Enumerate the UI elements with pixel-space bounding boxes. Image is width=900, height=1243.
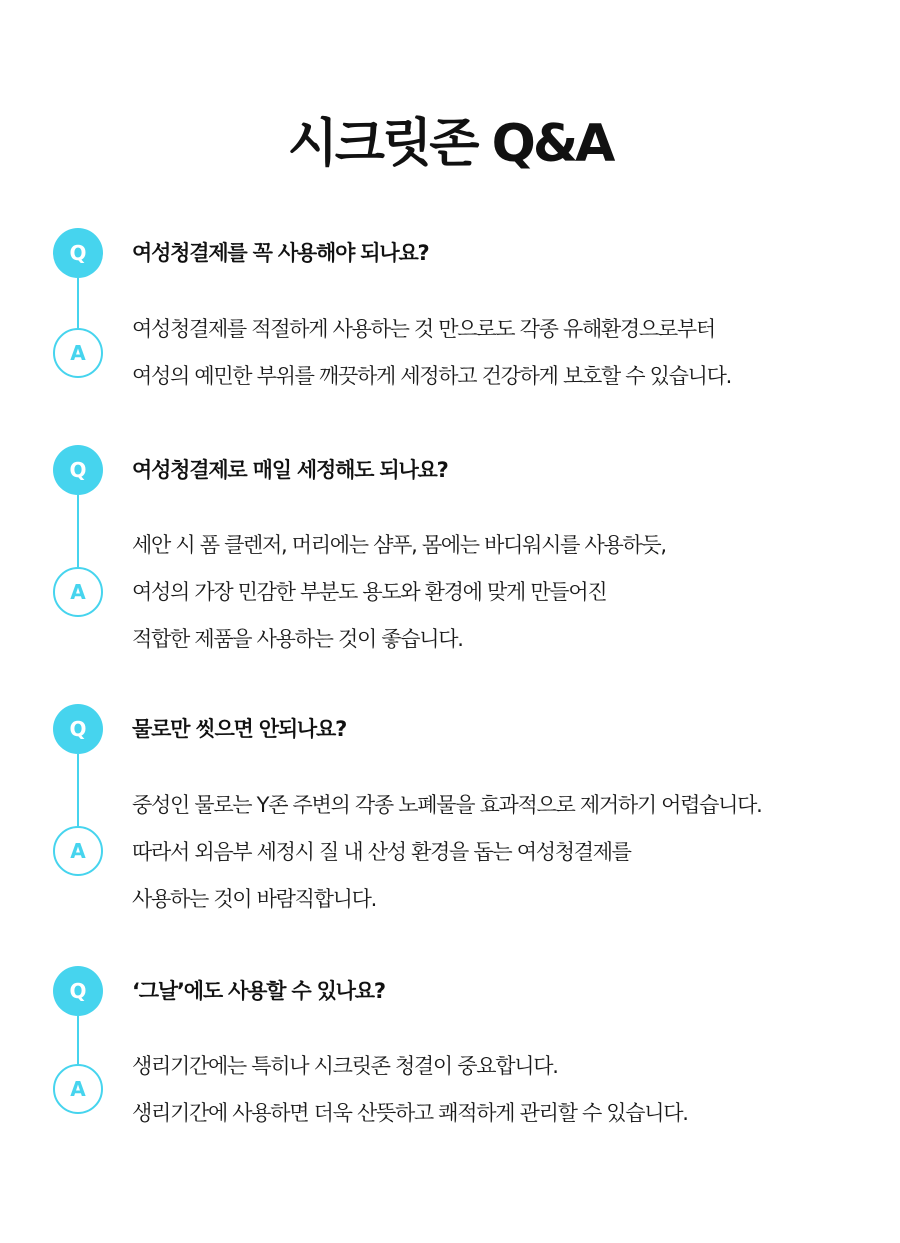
answer-text [132,1043,688,1137]
answer-line: 생리기간에 사용하면 더욱 산뜻하고 쾌적하게 관리할 수 있습니다. [132,1101,688,1125]
answer-line: 중성인 물로는 Y존 주변의 각종 노폐물을 효과적으로 제거하기 어렵습니다. [132,793,762,817]
answer-badge: A [53,826,103,876]
answer-line: 생리기간에는 특히나 시크릿존 청결이 중요합니다. [132,1054,558,1078]
answer-line: 따라서 외음부 세정시 질 내 산성 환경을 돕는 여성청결제를 [132,840,631,864]
answer-line: 여성의 가장 민감한 부분도 용도와 환경에 맞게 만들어진 [132,580,607,604]
answer-line: 세안 시 폼 클렌저, 머리에는 샴푸, 몸에는 바디워시를 사용하듯, [132,533,666,557]
question-badge: Q [53,966,103,1016]
question-badge: Q [53,704,103,754]
qa-connector-line [77,754,79,834]
question-text: 물로만 씻으면 안되나요? [132,717,347,741]
question-text: 여성청결제로 매일 세정해도 되나요? [132,458,448,482]
question-badge: Q [53,445,103,495]
answer-text [132,782,761,923]
answer-line: 여성의 예민한 부위를 깨끗하게 세정하고 건강하게 보호할 수 있습니다. [132,364,731,388]
answer-text [132,306,731,400]
page-title: 시크릿존 Q&A [287,114,613,174]
question-text: ‘그날’에도 사용할 수 있나요? [132,979,385,1003]
answer-badge: A [53,1064,103,1114]
answer-text [132,522,666,663]
qa-connector-line [77,495,79,575]
question-badge: Q [53,228,103,278]
answer-line: 적합한 제품을 사용하는 것이 좋습니다. [132,627,463,651]
answer-badge: A [53,328,103,378]
answer-line: 사용하는 것이 바람직합니다. [132,887,376,911]
question-text: 여성청결제를 꼭 사용해야 되나요? [132,241,429,265]
answer-badge: A [53,567,103,617]
answer-line: 여성청결제를 적절하게 사용하는 것 만으로도 각종 유해환경으로부터 [132,317,715,341]
